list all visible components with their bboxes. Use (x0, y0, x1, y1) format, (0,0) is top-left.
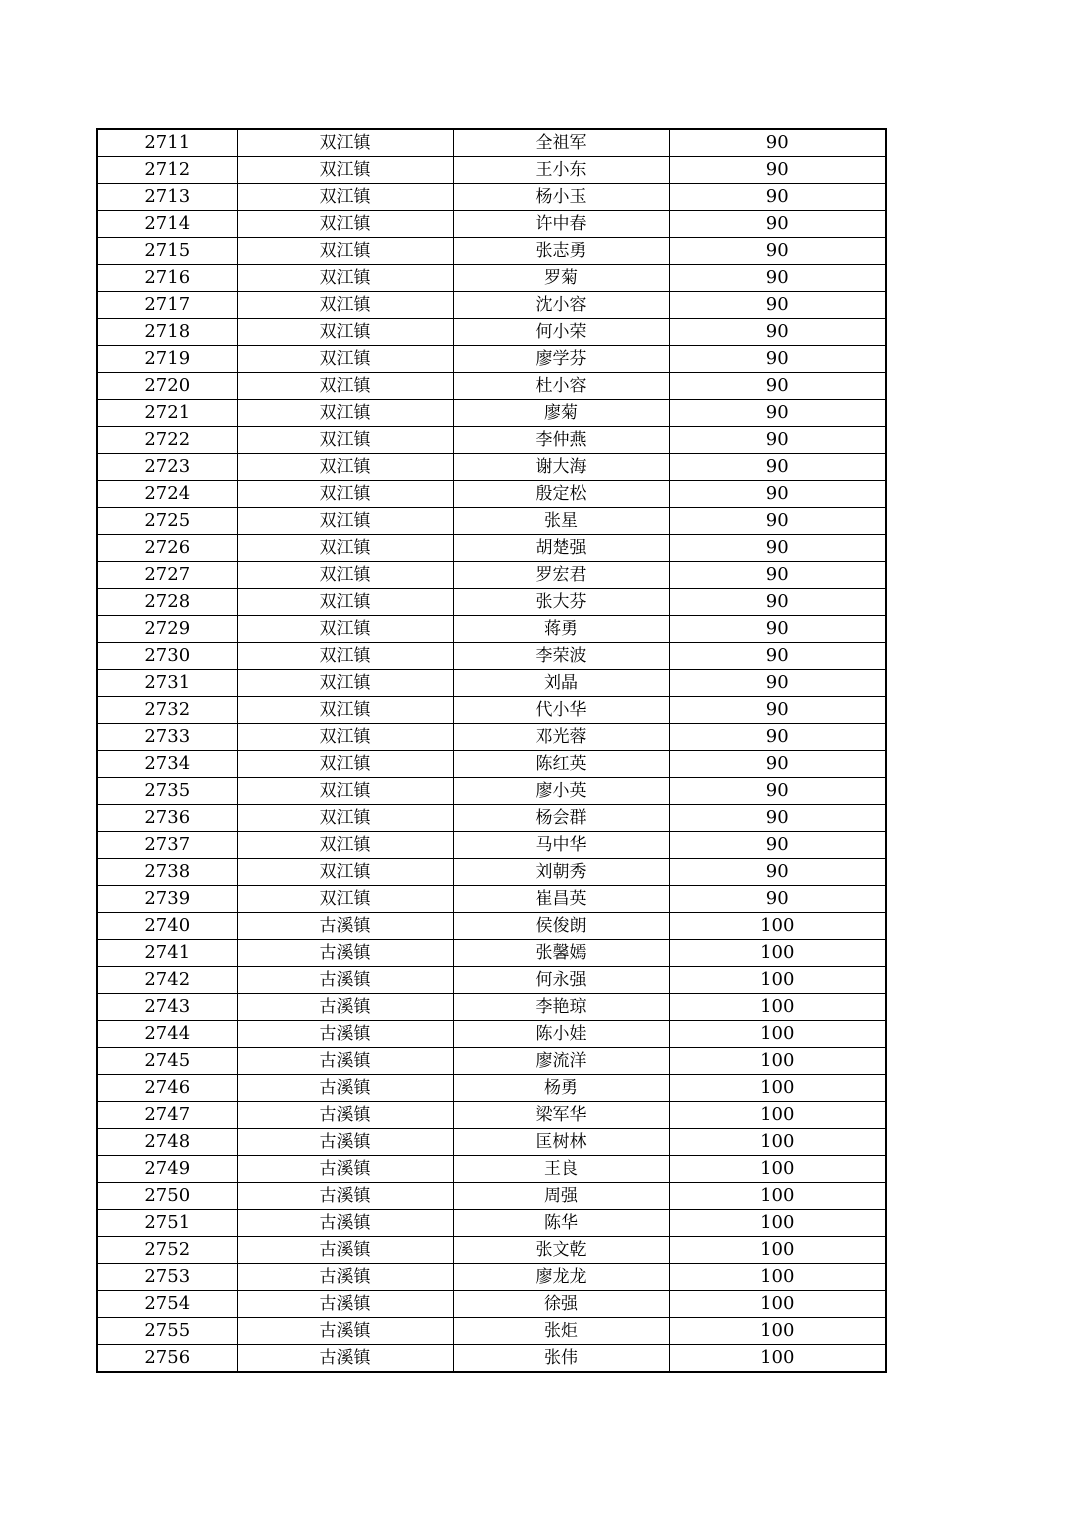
name-cell: 张炬 (453, 1318, 669, 1345)
serial-number-cell: 2752 (97, 1237, 237, 1264)
name-cell: 徐强 (453, 1291, 669, 1318)
amount-cell: 90 (669, 157, 886, 184)
table-row (97, 805, 886, 832)
town-cell: 双江镇 (237, 535, 453, 562)
name-cell: 张星 (453, 508, 669, 535)
amount-cell: 90 (669, 454, 886, 481)
table-row (97, 778, 886, 805)
amount-cell: 90 (669, 292, 886, 319)
serial-number-cell: 2742 (97, 967, 237, 994)
amount-cell: 100 (669, 1318, 886, 1345)
name-cell: 廖菊 (453, 400, 669, 427)
serial-number-cell: 2727 (97, 562, 237, 589)
name-cell: 廖小英 (453, 778, 669, 805)
table-row (97, 1264, 886, 1291)
amount-cell: 90 (669, 832, 886, 859)
town-cell: 双江镇 (237, 373, 453, 400)
town-cell: 双江镇 (237, 616, 453, 643)
table-row (97, 184, 886, 211)
serial-number-cell: 2748 (97, 1129, 237, 1156)
amount-cell: 90 (669, 400, 886, 427)
name-cell: 匡树林 (453, 1129, 669, 1156)
table-row (97, 1183, 886, 1210)
name-cell: 邓光蓉 (453, 724, 669, 751)
serial-number-cell: 2743 (97, 994, 237, 1021)
town-cell: 古溪镇 (237, 967, 453, 994)
serial-number-cell: 2715 (97, 238, 237, 265)
town-cell: 双江镇 (237, 697, 453, 724)
table-row (97, 994, 886, 1021)
serial-number-cell: 2720 (97, 373, 237, 400)
name-cell: 侯俊朗 (453, 913, 669, 940)
town-cell: 古溪镇 (237, 1048, 453, 1075)
table-row (97, 319, 886, 346)
town-cell: 双江镇 (237, 292, 453, 319)
amount-cell: 100 (669, 967, 886, 994)
serial-number-cell: 2739 (97, 886, 237, 913)
roster-table-body (97, 129, 886, 1372)
amount-cell: 90 (669, 265, 886, 292)
name-cell: 殷定松 (453, 481, 669, 508)
amount-cell: 90 (669, 616, 886, 643)
town-cell: 双江镇 (237, 454, 453, 481)
amount-cell: 90 (669, 778, 886, 805)
town-cell: 古溪镇 (237, 1183, 453, 1210)
amount-cell: 100 (669, 1345, 886, 1373)
table-row (97, 751, 886, 778)
name-cell: 梁军华 (453, 1102, 669, 1129)
serial-number-cell: 2718 (97, 319, 237, 346)
table-row (97, 1021, 886, 1048)
town-cell: 双江镇 (237, 346, 453, 373)
table-row (97, 886, 886, 913)
name-cell: 杨小玉 (453, 184, 669, 211)
town-cell: 双江镇 (237, 832, 453, 859)
amount-cell: 90 (669, 481, 886, 508)
amount-cell: 90 (669, 211, 886, 238)
serial-number-cell: 2724 (97, 481, 237, 508)
name-cell: 廖学芬 (453, 346, 669, 373)
name-cell: 胡楚强 (453, 535, 669, 562)
table-row (97, 400, 886, 427)
serial-number-cell: 2741 (97, 940, 237, 967)
name-cell: 廖流洋 (453, 1048, 669, 1075)
serial-number-cell: 2738 (97, 859, 237, 886)
table-row (97, 265, 886, 292)
name-cell: 周强 (453, 1183, 669, 1210)
serial-number-cell: 2754 (97, 1291, 237, 1318)
serial-number-cell: 2726 (97, 535, 237, 562)
table-row (97, 211, 886, 238)
town-cell: 古溪镇 (237, 1237, 453, 1264)
town-cell: 双江镇 (237, 427, 453, 454)
town-cell: 古溪镇 (237, 940, 453, 967)
amount-cell: 90 (669, 589, 886, 616)
amount-cell: 90 (669, 319, 886, 346)
town-cell: 双江镇 (237, 670, 453, 697)
name-cell: 刘朝秀 (453, 859, 669, 886)
town-cell: 双江镇 (237, 859, 453, 886)
serial-number-cell: 2747 (97, 1102, 237, 1129)
serial-number-cell: 2714 (97, 211, 237, 238)
table-row (97, 1237, 886, 1264)
serial-number-cell: 2725 (97, 508, 237, 535)
amount-cell: 90 (669, 751, 886, 778)
amount-cell: 100 (669, 994, 886, 1021)
town-cell: 双江镇 (237, 157, 453, 184)
name-cell: 全祖军 (453, 129, 669, 157)
town-cell: 古溪镇 (237, 1021, 453, 1048)
table-row (97, 913, 886, 940)
serial-number-cell: 2744 (97, 1021, 237, 1048)
name-cell: 罗菊 (453, 265, 669, 292)
table-row (97, 859, 886, 886)
name-cell: 陈小娃 (453, 1021, 669, 1048)
table-row (97, 832, 886, 859)
amount-cell: 90 (669, 184, 886, 211)
town-cell: 双江镇 (237, 886, 453, 913)
serial-number-cell: 2735 (97, 778, 237, 805)
serial-number-cell: 2746 (97, 1075, 237, 1102)
name-cell: 李荣波 (453, 643, 669, 670)
serial-number-cell: 2734 (97, 751, 237, 778)
table-row (97, 643, 886, 670)
name-cell: 张志勇 (453, 238, 669, 265)
serial-number-cell: 2733 (97, 724, 237, 751)
table-row (97, 454, 886, 481)
amount-cell: 100 (669, 1156, 886, 1183)
amount-cell: 90 (669, 670, 886, 697)
town-cell: 双江镇 (237, 778, 453, 805)
amount-cell: 90 (669, 535, 886, 562)
table-row (97, 508, 886, 535)
table-row (97, 129, 886, 157)
town-cell: 古溪镇 (237, 1075, 453, 1102)
town-cell: 古溪镇 (237, 994, 453, 1021)
name-cell: 代小华 (453, 697, 669, 724)
name-cell: 蒋勇 (453, 616, 669, 643)
table-row (97, 1318, 886, 1345)
table-row (97, 1210, 886, 1237)
serial-number-cell: 2736 (97, 805, 237, 832)
name-cell: 刘晶 (453, 670, 669, 697)
table-row (97, 427, 886, 454)
serial-number-cell: 2719 (97, 346, 237, 373)
serial-number-cell: 2722 (97, 427, 237, 454)
name-cell: 王良 (453, 1156, 669, 1183)
roster-table (96, 128, 887, 1373)
amount-cell: 100 (669, 1264, 886, 1291)
amount-cell: 90 (669, 373, 886, 400)
table-row (97, 1129, 886, 1156)
table-row (97, 724, 886, 751)
amount-cell: 100 (669, 940, 886, 967)
name-cell: 何小荣 (453, 319, 669, 346)
serial-number-cell: 2713 (97, 184, 237, 211)
table-row (97, 1291, 886, 1318)
amount-cell: 90 (669, 238, 886, 265)
amount-cell: 100 (669, 1237, 886, 1264)
name-cell: 杜小容 (453, 373, 669, 400)
serial-number-cell: 2740 (97, 913, 237, 940)
table-row (97, 616, 886, 643)
table-row (97, 346, 886, 373)
amount-cell: 100 (669, 1210, 886, 1237)
serial-number-cell: 2751 (97, 1210, 237, 1237)
town-cell: 古溪镇 (237, 1291, 453, 1318)
table-row (97, 238, 886, 265)
amount-cell: 90 (669, 805, 886, 832)
town-cell: 双江镇 (237, 724, 453, 751)
town-cell: 双江镇 (237, 129, 453, 157)
town-cell: 双江镇 (237, 589, 453, 616)
amount-cell: 90 (669, 346, 886, 373)
name-cell: 陈红英 (453, 751, 669, 778)
name-cell: 陈华 (453, 1210, 669, 1237)
amount-cell: 90 (669, 562, 886, 589)
amount-cell: 90 (669, 859, 886, 886)
town-cell: 双江镇 (237, 508, 453, 535)
name-cell: 张伟 (453, 1345, 669, 1373)
table-row (97, 967, 886, 994)
name-cell: 崔昌英 (453, 886, 669, 913)
amount-cell: 90 (669, 643, 886, 670)
name-cell: 张大芬 (453, 589, 669, 616)
town-cell: 双江镇 (237, 319, 453, 346)
table-row (97, 670, 886, 697)
amount-cell: 90 (669, 508, 886, 535)
serial-number-cell: 2750 (97, 1183, 237, 1210)
serial-number-cell: 2723 (97, 454, 237, 481)
name-cell: 王小东 (453, 157, 669, 184)
table-row (97, 1075, 886, 1102)
serial-number-cell: 2721 (97, 400, 237, 427)
table-row (97, 535, 886, 562)
table-row (97, 697, 886, 724)
name-cell: 李艳琼 (453, 994, 669, 1021)
town-cell: 古溪镇 (237, 1318, 453, 1345)
serial-number-cell: 2711 (97, 129, 237, 157)
amount-cell: 90 (669, 427, 886, 454)
serial-number-cell: 2716 (97, 265, 237, 292)
serial-number-cell: 2712 (97, 157, 237, 184)
amount-cell: 100 (669, 1021, 886, 1048)
amount-cell: 90 (669, 886, 886, 913)
table-row (97, 1345, 886, 1373)
amount-cell: 100 (669, 1129, 886, 1156)
town-cell: 古溪镇 (237, 1156, 453, 1183)
town-cell: 古溪镇 (237, 1102, 453, 1129)
name-cell: 杨会群 (453, 805, 669, 832)
town-cell: 双江镇 (237, 184, 453, 211)
amount-cell: 90 (669, 697, 886, 724)
table-row (97, 1156, 886, 1183)
town-cell: 双江镇 (237, 562, 453, 589)
serial-number-cell: 2730 (97, 643, 237, 670)
name-cell: 许中春 (453, 211, 669, 238)
table-row (97, 562, 886, 589)
table-row (97, 373, 886, 400)
town-cell: 双江镇 (237, 238, 453, 265)
table-row (97, 589, 886, 616)
amount-cell: 100 (669, 1048, 886, 1075)
name-cell: 罗宏君 (453, 562, 669, 589)
name-cell: 马中华 (453, 832, 669, 859)
town-cell: 古溪镇 (237, 1129, 453, 1156)
amount-cell: 90 (669, 129, 886, 157)
amount-cell: 100 (669, 1102, 886, 1129)
town-cell: 双江镇 (237, 643, 453, 670)
town-cell: 双江镇 (237, 400, 453, 427)
town-cell: 双江镇 (237, 481, 453, 508)
table-row (97, 292, 886, 319)
town-cell: 古溪镇 (237, 1345, 453, 1373)
town-cell: 古溪镇 (237, 1264, 453, 1291)
amount-cell: 100 (669, 913, 886, 940)
table-row (97, 481, 886, 508)
serial-number-cell: 2731 (97, 670, 237, 697)
name-cell: 杨勇 (453, 1075, 669, 1102)
serial-number-cell: 2745 (97, 1048, 237, 1075)
serial-number-cell: 2755 (97, 1318, 237, 1345)
serial-number-cell: 2753 (97, 1264, 237, 1291)
town-cell: 双江镇 (237, 805, 453, 832)
name-cell: 廖龙龙 (453, 1264, 669, 1291)
serial-number-cell: 2737 (97, 832, 237, 859)
table-row (97, 1102, 886, 1129)
town-cell: 双江镇 (237, 211, 453, 238)
town-cell: 古溪镇 (237, 913, 453, 940)
amount-cell: 100 (669, 1183, 886, 1210)
serial-number-cell: 2729 (97, 616, 237, 643)
town-cell: 古溪镇 (237, 1210, 453, 1237)
serial-number-cell: 2717 (97, 292, 237, 319)
amount-cell: 100 (669, 1075, 886, 1102)
town-cell: 双江镇 (237, 265, 453, 292)
name-cell: 李仲燕 (453, 427, 669, 454)
table-row (97, 1048, 886, 1075)
name-cell: 何永强 (453, 967, 669, 994)
amount-cell: 100 (669, 1291, 886, 1318)
name-cell: 张馨嫣 (453, 940, 669, 967)
serial-number-cell: 2732 (97, 697, 237, 724)
town-cell: 双江镇 (237, 751, 453, 778)
name-cell: 沈小容 (453, 292, 669, 319)
serial-number-cell: 2728 (97, 589, 237, 616)
name-cell: 谢大海 (453, 454, 669, 481)
serial-number-cell: 2756 (97, 1345, 237, 1373)
table-row (97, 157, 886, 184)
table-row (97, 940, 886, 967)
amount-cell: 90 (669, 724, 886, 751)
name-cell: 张文乾 (453, 1237, 669, 1264)
serial-number-cell: 2749 (97, 1156, 237, 1183)
